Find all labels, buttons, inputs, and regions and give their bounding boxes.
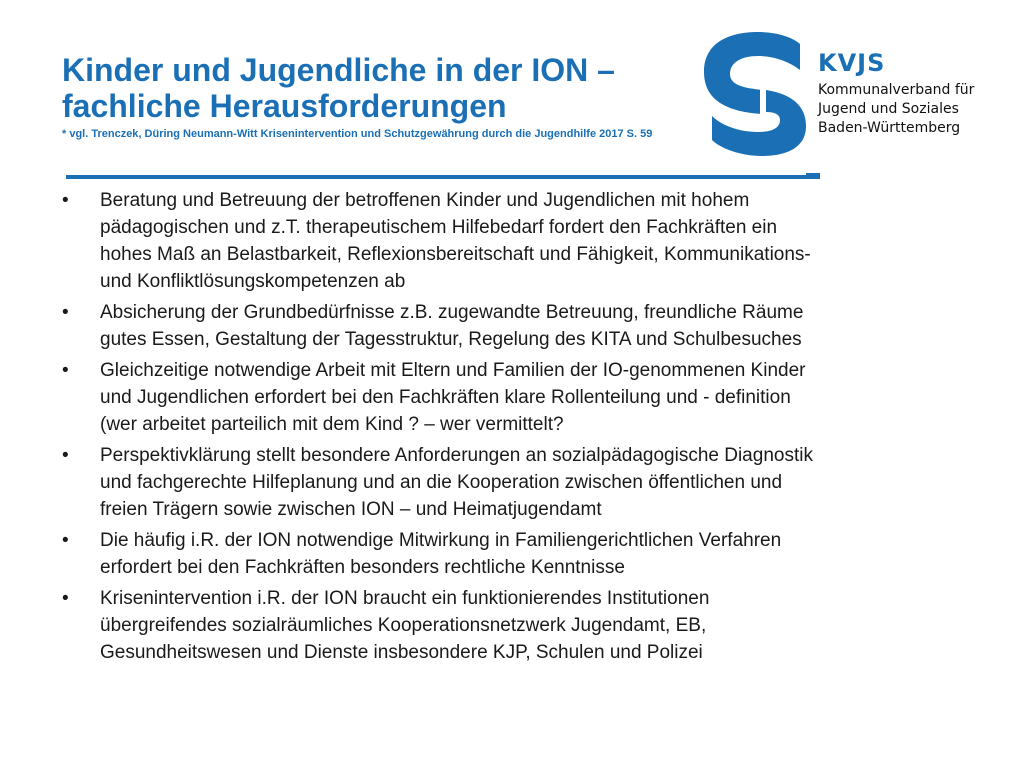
bullet-item [62, 357, 962, 438]
bullet-text-line: Gesundheitswesen und Dienste insbesondere KJP, Schulen und Polizei [100, 642, 703, 663]
kvjs-logo-icon [700, 30, 810, 158]
bullet-text-line: gutes Essen, Gestaltung der Tagesstruktur, Regelung des KITA und Schulbesuches [100, 329, 802, 350]
bullet-item [62, 442, 962, 523]
bullet-text-line: (wer arbeitet parteilich mit dem Kind ? – wer vermittelt? [100, 414, 564, 435]
bullet-text-line: Beratung und Betreuung der betroffenen Kinder und Jugendlichen mit hohem [100, 190, 750, 211]
logo-line-3: Baden-Württemberg [818, 120, 961, 136]
bullet-list [62, 187, 962, 670]
kvjs-logo-text [818, 50, 974, 138]
logo-line-2: Jugend und Soziales [818, 101, 959, 117]
bullet-text-line: hohes Maß an Belastbarkeit, Reflexionsbereitschaft und Fähigkeit, Kommunikations- [100, 244, 811, 265]
bullet-text-line: Gleichzeitige notwendige Arbeit mit Eltern und Familien der IO-genommenen Kinder [100, 360, 806, 381]
title-divider-end [806, 173, 820, 179]
title-divider [66, 175, 818, 179]
bullet-text-line: pädagogischen und z.T. therapeutischem Hilfebedarf fordert den Fachkräften ein [100, 217, 778, 238]
bullet-item [62, 585, 962, 666]
bullet-icon: • [62, 360, 69, 381]
bullet-text-line: Krisenintervention i.R. der ION braucht ein funktionierendes Institutionen [100, 588, 710, 609]
bullet-text-line: Perspektivklärung stellt besondere Anforderungen an sozialpädagogische Diagnostik [100, 445, 813, 466]
bullet-icon: • [62, 445, 69, 466]
citation-footnote: * vgl. Trenczek, Düring Neumann-Witt Krisenintervention und Schutzgewährung durch die Jugendhilfe 2017 S. 59 [62, 128, 653, 140]
bullet-text-line: und Jugendlichen erfordert bei den Fachkräften klare Rollenteilung und - definition [100, 387, 791, 408]
bullet-item [62, 187, 962, 295]
slide-title-line-1: Kinder und Jugendliche in der ION – [62, 52, 615, 88]
bullet-item [62, 527, 962, 581]
bullet-item [62, 299, 962, 353]
logo-line-1: Kommunalverband für [818, 82, 975, 98]
slide-title-line-2: fachliche Herausforderungen [62, 88, 507, 124]
bullet-icon: • [62, 588, 69, 609]
bullet-text-line: und Konfliktlösungskompetenzen ab [100, 271, 406, 292]
bullet-icon: • [62, 530, 69, 551]
bullet-icon: • [62, 302, 69, 323]
bullet-text-line: freien Trägern sowie zwischen ION – und Heimatjugendamt [100, 499, 602, 520]
bullet-text-line: Die häufig i.R. der ION notwendige Mitwirkung in Familiengerichtlichen Verfahren [100, 530, 782, 551]
bullet-text-line: übergreifendes sozialräumliches Kooperationsnetzwerk Jugendamt, EB, [100, 615, 707, 636]
bullet-text-line: und fachgerechte Hilfeplanung und an die Kooperation zwischen öffentlichen und [100, 472, 783, 493]
bullet-text-line: erfordert bei den Fachkräften besonders rechtliche Kenntnisse [100, 557, 625, 578]
bullet-text-line: Absicherung der Grundbedürfnisse z.B. zugewandte Betreuung, freundliche Räume [100, 302, 804, 323]
logo-acronym: KVJS [818, 49, 886, 77]
bullet-icon: • [62, 190, 69, 211]
slide-title [62, 52, 615, 124]
